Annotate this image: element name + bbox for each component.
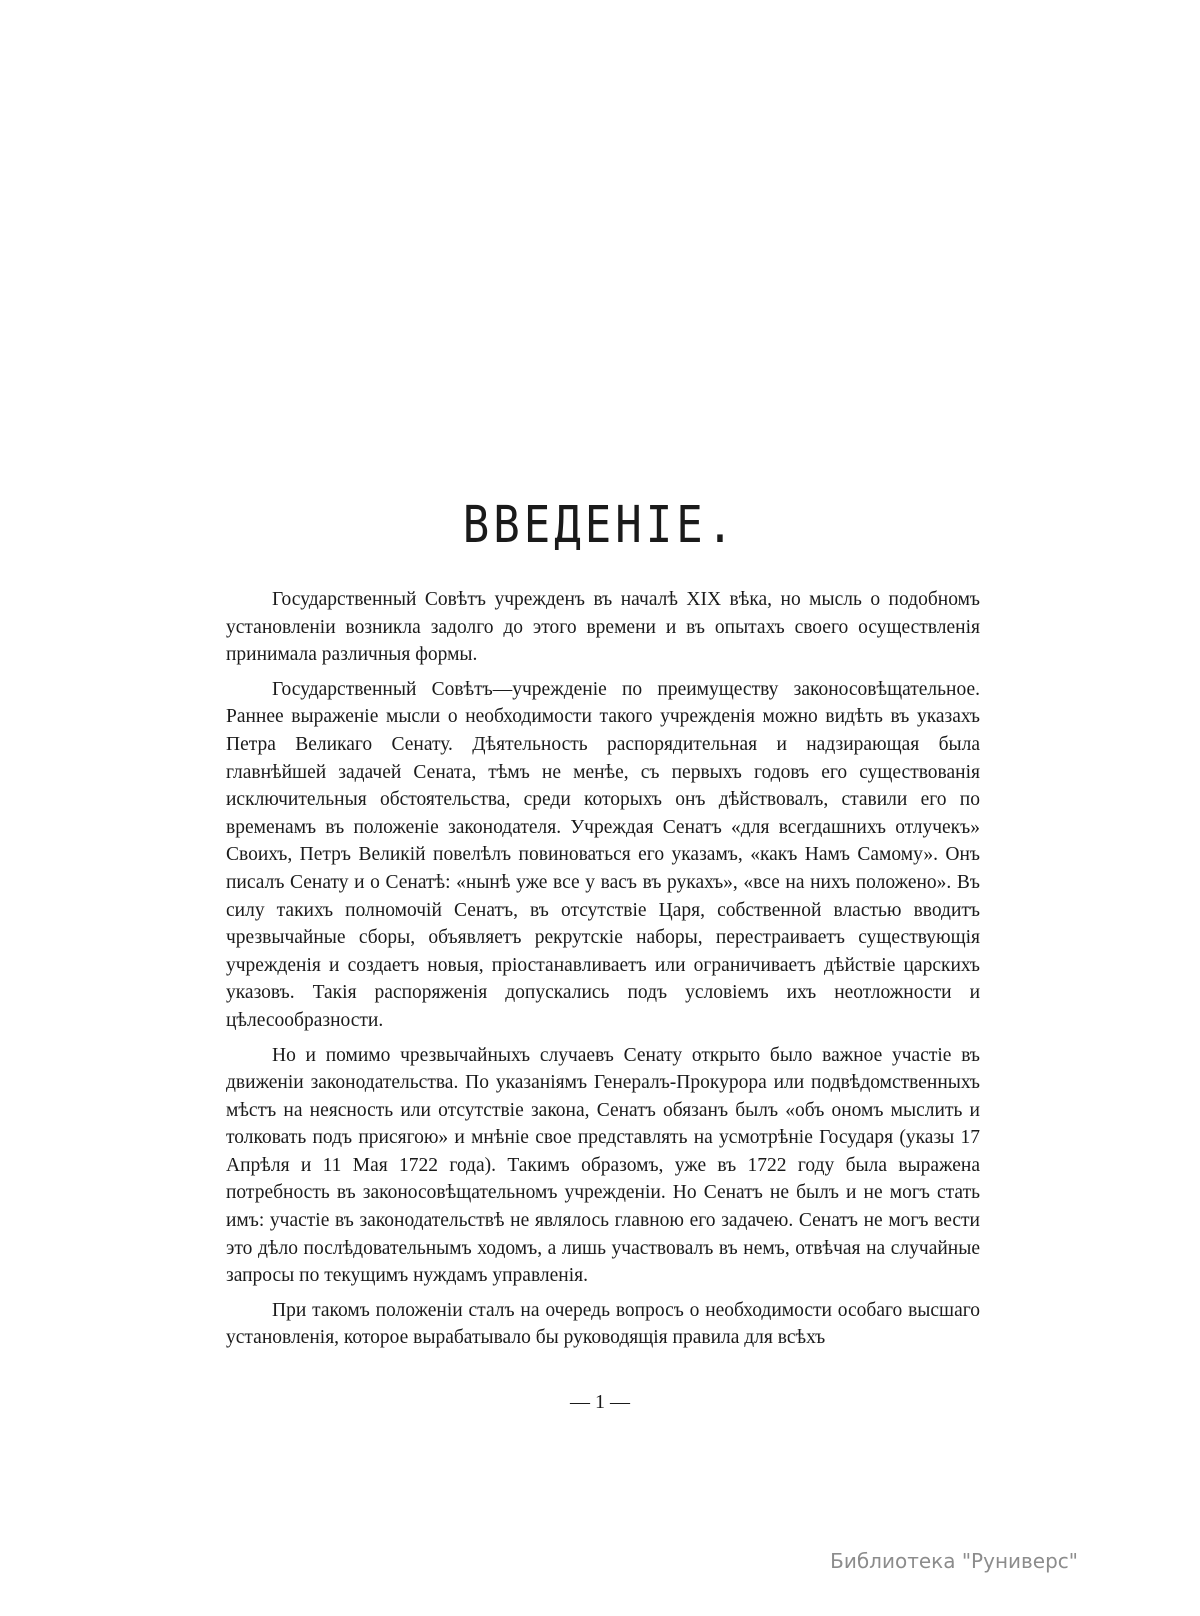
paragraph: При такомъ положеніи сталъ на очередь вопросъ о необходимости особаго высшаго установленія, которое вырабатывало бы руководящія правила для всѣхъ xyxy=(226,1299,980,1349)
paragraph: Государственный Совѣтъ—учрежденіе по преимуществу законосовѣщательное. Раннее выраженіе мысли о необходимости такого учрежденія можно видѣть въ указахъ Петра Великаго Сенату. Дѣятельность распорядительная и надзирающая была главнѣйшей задачей Сената, тѣмъ не менѣе, съ первыхъ годовъ его существованія исключительныя обстоятельства, среди которыхъ онъ дѣйствовалъ, ставили его по временамъ въ положеніе законодателя. Учреждая Сенатъ «для всегдашнихъ отлучекъ» Своихъ, Петръ Великій повелѣлъ повиноваться его указамъ, «какъ Намъ Самому». Онъ писалъ Сенату и о Сенатѣ: «нынѣ уже все у васъ въ рукахъ», «все на нихъ положено». Въ силу такихъ полномочій Сенатъ, въ отсутствіе Царя, собственной властью вводитъ чрезвычайные сборы, объявляетъ рекрутскіе наборы, перестраиваетъ существующія учрежденія и создаетъ новыя, пріостанавливаетъ или ограничиваетъ дѣйствіе царскихъ указовъ. Такія распоряженія допускались подъ условіемъ ихъ неотложности и цѣлесообразности. xyxy=(226,678,980,1031)
library-watermark: Библиотека "Руниверс" xyxy=(830,1549,1078,1573)
page-number: — 1 — xyxy=(570,1391,630,1413)
body-text xyxy=(226,586,980,1359)
paragraph: Но и помимо чрезвычайныхъ случаевъ Сенату открыто было важное участіе въ движеніи законодательства. По указаніямъ Генералъ-Прокурора или подвѣдомственныхъ мѣстъ на неясность или отсутствіе закона, Сенатъ обязанъ былъ «объ ономъ мыслить и толковать подъ присягою» и мнѣніе свое представлять на усмотрѣніе Государя (указы 17 Апрѣля и 11 Мая 1722 года). Такимъ образомъ, уже въ 1722 году была выражена потребность въ законосовѣщательномъ учрежденіи. Но Сенатъ не былъ и не могъ стать имъ: участіе въ законодательствѣ не являлось главною его задачею. Сенатъ не могъ вести это дѣло послѣдовательнымъ ходомъ, а лишь участвовалъ въ немъ, отвѣчая на случайные запросы по текущимъ нуждамъ управленія. xyxy=(226,1044,980,1287)
paragraph: Государственный Совѣтъ учрежденъ въ началѣ XIX вѣка, но мысль о подобномъ установленіи возникла задолго до этого времени и въ опытахъ своего осуществленія принимала различныя формы. xyxy=(226,589,980,666)
chapter-title: ВВЕДЕНІЕ. xyxy=(462,496,738,555)
